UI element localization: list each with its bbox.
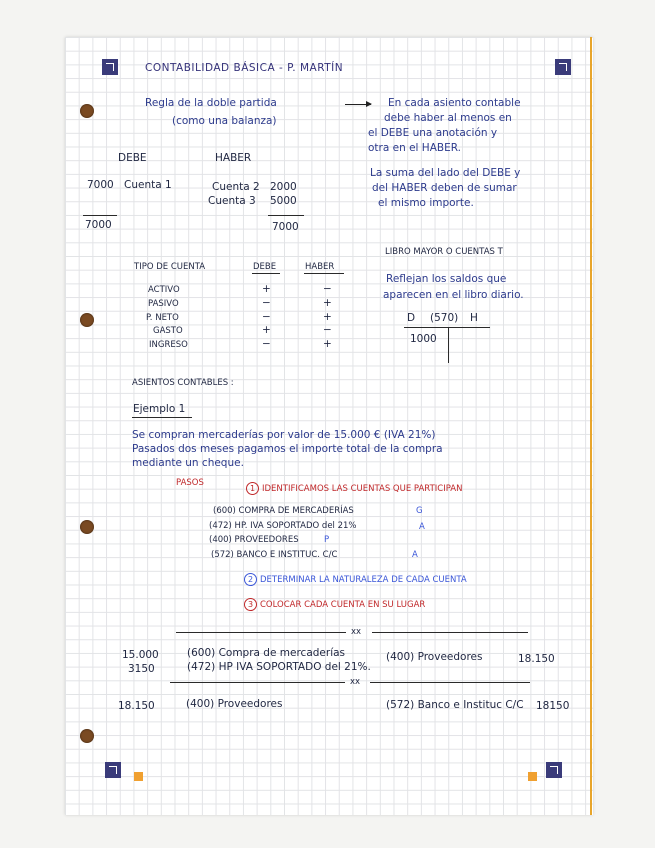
corner-logo-icon bbox=[555, 59, 571, 75]
binder-hole bbox=[80, 313, 94, 327]
t-account-hline bbox=[404, 327, 490, 328]
step-3 bbox=[244, 598, 425, 611]
arrow-right-icon bbox=[345, 104, 371, 105]
ledger-title: LIBRO MAYOR O CUENTAS T bbox=[385, 247, 503, 257]
sign-haber: + bbox=[323, 338, 332, 350]
sign-haber: − bbox=[323, 324, 332, 336]
sign-haber: + bbox=[323, 311, 332, 323]
step-text: COLOCAR CADA CUENTA EN SU LUGAR bbox=[260, 600, 426, 610]
journal-haber-account: (572) Banco e Instituc C/C bbox=[386, 699, 524, 711]
example-title: Ejemplo 1 bbox=[133, 403, 186, 415]
corner-logo-icon bbox=[546, 762, 562, 778]
ledger-desc: Reflejan los saldos que bbox=[386, 273, 507, 285]
account-line: (572) BANCO E INSTITUC. C/C bbox=[211, 550, 338, 560]
haber-account: Cuenta 2 bbox=[212, 181, 260, 193]
account-tag: G bbox=[416, 506, 423, 516]
rule-title: Regla de la doble partida bbox=[145, 97, 277, 109]
table-header: DEBE bbox=[253, 262, 277, 272]
header-underline bbox=[252, 273, 280, 274]
debe-header: DEBE bbox=[118, 152, 147, 164]
journal-haber-amount: 18.150 bbox=[518, 653, 555, 665]
journal-debe-account: (472) HP IVA SOPORTADO del 21%. bbox=[187, 661, 371, 673]
journal-separator bbox=[170, 682, 345, 683]
pasos-label: PASOS bbox=[176, 478, 204, 488]
journal-debe-account: (600) Compra de mercaderías bbox=[187, 647, 346, 659]
haber-account: Cuenta 3 bbox=[208, 195, 256, 207]
rule-text-line: otra en el HABER. bbox=[368, 142, 461, 154]
journal-debe-amount: 15.000 bbox=[122, 649, 159, 661]
statement-line: mediante un cheque. bbox=[132, 457, 244, 469]
rule-text-line: En cada asiento contable bbox=[388, 97, 521, 109]
journal-separator bbox=[372, 632, 528, 633]
header-underline bbox=[304, 273, 344, 274]
corner-logo-icon bbox=[105, 762, 121, 778]
step-text: IDENTIFICAMOS LAS CUENTAS QUE PARTICIPAN bbox=[262, 484, 463, 494]
sum-text-line: del HABER deben de sumar bbox=[372, 182, 517, 194]
orange-square-icon bbox=[134, 772, 143, 781]
journal-debe-amount: 18.150 bbox=[118, 700, 155, 712]
account-tag: P bbox=[324, 535, 330, 545]
sign-debe: + bbox=[262, 283, 271, 295]
account-tag: A bbox=[412, 550, 418, 560]
binder-hole bbox=[80, 520, 94, 534]
haber-total: 7000 bbox=[272, 221, 299, 233]
asientos-title: ASIENTOS CONTABLES : bbox=[132, 378, 234, 388]
table-header: TIPO DE CUENTA bbox=[134, 262, 206, 272]
t-account-value: 1000 bbox=[410, 333, 437, 345]
account-type: ACTIVO bbox=[148, 285, 180, 295]
step-number: 2 bbox=[244, 573, 257, 586]
sum-text-line: el mismo importe. bbox=[378, 197, 474, 209]
rule-text-line: el DEBE una anotación y bbox=[368, 127, 498, 139]
journal-separator bbox=[370, 682, 530, 683]
t-account-code: (570) bbox=[430, 312, 459, 324]
account-line: (400) PROVEEDORES bbox=[209, 535, 299, 545]
page-edge bbox=[590, 37, 592, 815]
step-number: 3 bbox=[244, 598, 257, 611]
account-line: (600) COMPRA DE MERCADERÍAS bbox=[213, 506, 354, 516]
journal-separator bbox=[176, 632, 346, 633]
total-line bbox=[83, 215, 117, 216]
journal-haber-account: (400) Proveedores bbox=[386, 651, 483, 663]
debe-amount: 7000 bbox=[87, 179, 114, 191]
haber-header: HABER bbox=[215, 152, 252, 164]
step-2 bbox=[244, 573, 467, 586]
account-type: PASIVO bbox=[148, 299, 179, 309]
binder-hole bbox=[80, 104, 94, 118]
sign-haber: + bbox=[323, 297, 332, 309]
journal-sep-mark: xx bbox=[351, 627, 362, 637]
ledger-desc: aparecen en el libro diario. bbox=[383, 289, 524, 301]
haber-amount: 5000 bbox=[270, 195, 297, 207]
orange-square-icon bbox=[528, 772, 537, 781]
account-type: GASTO bbox=[153, 326, 183, 336]
binder-hole bbox=[80, 729, 94, 743]
step-1 bbox=[246, 482, 463, 495]
account-type: INGRESO bbox=[149, 340, 188, 350]
journal-sep-mark: xx bbox=[350, 677, 361, 687]
sign-haber: − bbox=[323, 283, 332, 295]
step-text: DETERMINAR LA NATURALEZA DE CADA CUENTA bbox=[260, 575, 467, 585]
total-line bbox=[268, 215, 304, 216]
account-type: P. NETO bbox=[146, 313, 179, 323]
account-tag: A bbox=[419, 522, 425, 532]
example-underline bbox=[132, 417, 192, 418]
journal-debe-account: (400) Proveedores bbox=[186, 698, 283, 710]
sign-debe: − bbox=[262, 297, 271, 309]
corner-logo-icon bbox=[102, 59, 118, 75]
t-account-label-d: D bbox=[407, 312, 416, 324]
step-number: 1 bbox=[246, 482, 259, 495]
sign-debe: − bbox=[262, 311, 271, 323]
rule-text-line: debe haber al menos en bbox=[384, 112, 512, 124]
statement-line: Pasados dos meses pagamos el importe total de la compra bbox=[132, 443, 443, 455]
statement-line: Se compran mercaderías por valor de 15.000 € (IVA 21%) bbox=[132, 429, 436, 441]
journal-debe-amount: 3150 bbox=[128, 663, 155, 675]
debe-account: Cuenta 1 bbox=[124, 179, 172, 191]
sign-debe: − bbox=[262, 338, 271, 350]
sign-debe: + bbox=[262, 324, 271, 336]
sum-text-line: La suma del lado del DEBE y bbox=[370, 167, 521, 179]
journal-haber-amount: 18150 bbox=[536, 700, 570, 712]
haber-amount: 2000 bbox=[270, 181, 297, 193]
account-line: (472) HP. IVA SOPORTADO del 21% bbox=[209, 521, 357, 531]
page-title: CONTABILIDAD BÁSICA - P. MARTÍN bbox=[145, 62, 344, 74]
t-account-vline bbox=[448, 327, 449, 363]
debe-total: 7000 bbox=[85, 219, 112, 231]
rule-subtitle: (como una balanza) bbox=[172, 115, 277, 127]
table-header: HABER bbox=[305, 262, 335, 272]
t-account-label-h: H bbox=[470, 312, 478, 324]
